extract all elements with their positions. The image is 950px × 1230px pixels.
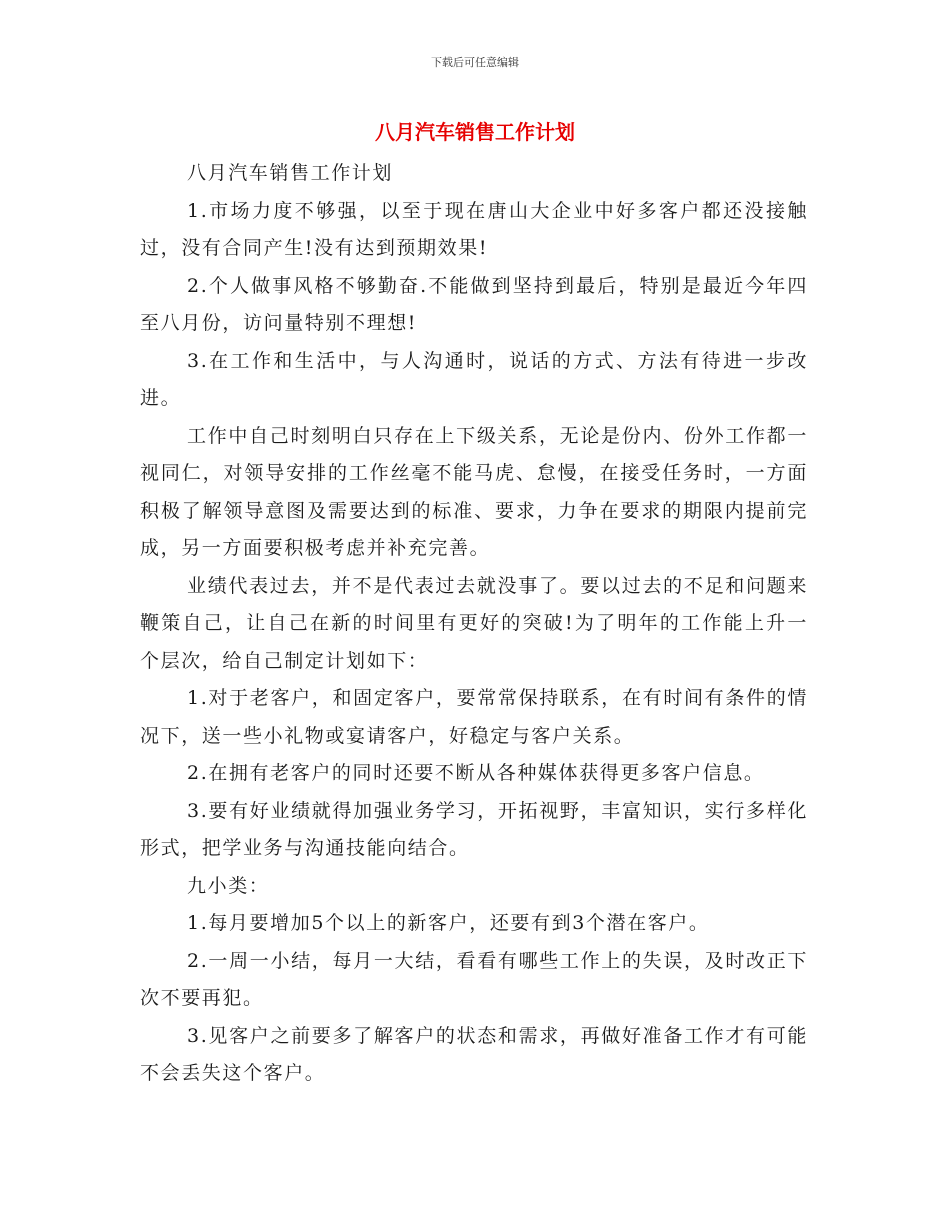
paragraph: 工作中自己时刻明白只存在上下级关系，无论是份内、份外工作都一视同仁，对领导安排的工作丝毫不能马虎、怠慢，在接受任务时，一方面积极了解领导意图及需要达到的标准、要求，力争在要求的期限内提前完成，另一方面要积极考虑并补充完善。 [140, 424, 808, 559]
paragraph: 3.见客户之前要多了解客户的状态和需求，再做好准备工作才有可能不会丢失这个客户。 [140, 1024, 808, 1084]
paragraph-subtitle: 八月汽车销售工作计划 [187, 162, 394, 184]
paragraph: 2.个人做事风格不够勤奋.不能做到坚持到最后，特别是最近今年四至八月份，访问量特别不理想! [140, 274, 808, 334]
document-body [140, 155, 808, 1093]
paragraph: 2.一周一小结，每月一大结，看看有哪些工作上的失误，及时改正下次不要再犯。 [140, 949, 808, 1009]
document-title: 八月汽车销售工作计划 [375, 120, 575, 144]
paragraph: 1.市场力度不够强，以至于现在唐山大企业中好多客户都还没接触过，没有合同产生!没有达到预期效果! [140, 199, 808, 259]
paragraph: 1.每月要增加5个以上的新客户，还要有到3个潜在客户。 [187, 912, 710, 934]
paragraph: 2.在拥有老客户的同时还要不断从各种媒体获得更多客户信息。 [187, 762, 765, 784]
page-header-note: 下载后可任意编辑 [431, 56, 519, 69]
paragraph: 业绩代表过去，并不是代表过去就没事了。要以过去的不足和问题来鞭策自己，让自己在新的时间里有更好的突破!为了明年的工作能上升一个层次，给自己制定计划如下： [140, 574, 808, 672]
paragraph: 1.对于老客户，和固定客户，要常常保持联系，在有时间有条件的情况下，送一些小礼物或宴请客户，好稳定与客户关系。 [140, 687, 808, 747]
section-heading: 九小类： [187, 874, 270, 897]
paragraph: 3.要有好业绩就得加强业务学习，开拓视野，丰富知识，实行多样化形式，把学业务与沟通技能向结合。 [140, 799, 808, 859]
paragraph: 3.在工作和生活中，与人沟通时，说话的方式、方法有待进一步改进。 [140, 349, 808, 409]
